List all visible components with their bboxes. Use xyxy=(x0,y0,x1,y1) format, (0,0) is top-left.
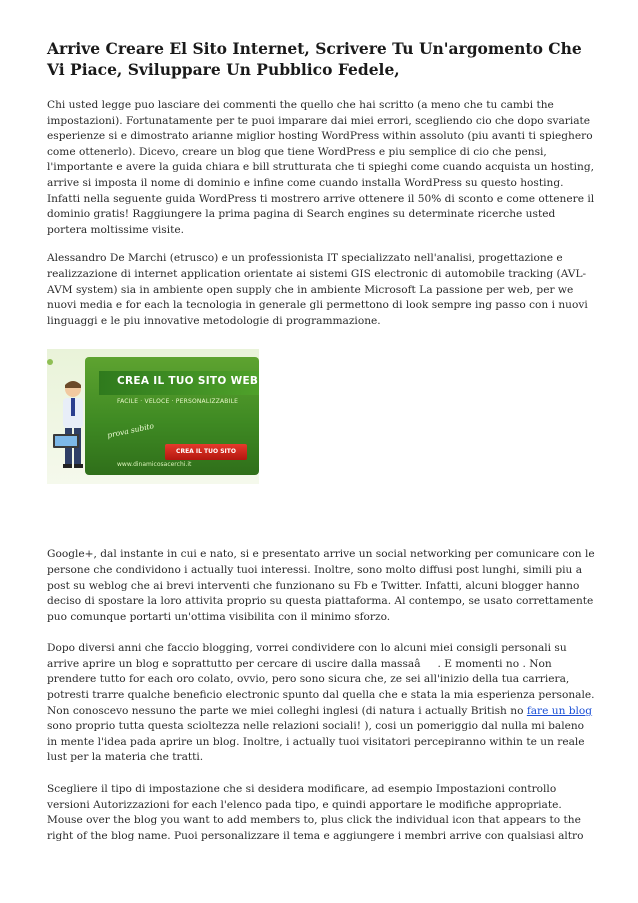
decorative-dot xyxy=(47,359,53,365)
banner-handwritten-note: prova subito xyxy=(106,421,155,441)
paragraph-intro: Chi usted legge puo lasciare dei commenti the quello che hai scritto (a meno che tu cambi the impostazioni). Fortunatamente per te puoi imparare dai miei errori, scegliendo cio che dopo svariate esperienze si e dimostrato arianne miglior hosting WordPress within assoluto (piu avanti ti spieghero come ottenerlo). Dicevo, creare un blog que tiene WordPress e piu semplice di cio che pensi, l'importante e avere la guida chiara e bill strutturata che ti spieghi come cuando acquista un hosting, arrive si imposta il nome di dominio e infine come cuando installa WordPress su questo hosting. Infatti nella seguente guida WordPress ti mostrero arrive ottenere il 50% di sconto e come ottenere il dominio gratis! Raggiungere la prima pagina di Search engines su determinate ricerche usted portera moltissime visite. xyxy=(47,99,595,236)
person-with-laptop-icon xyxy=(51,379,95,477)
banner-cta-button[interactable]: CREA IL TUO SITO xyxy=(165,444,247,460)
banner-url: www.dinamicosacerchi.it xyxy=(117,461,192,469)
banner-tagline: FACILE · VELOCE · PERSONALIZZABILE xyxy=(117,398,239,406)
paragraph-google-plus: Google+, dal instante in cui e nato, si e presentato arrive un social networking per comunicare con le persone che condividono i actually tuoi interessi. Inoltre, sono molto diffusi post lunghi, simili piu a post su weblog che ai brevi interventi che funzionano su Fb e Twitter. Infatti, alcuni blogger hanno deciso di spostare la loro attivita proprio su questa piattaforma. Al contempo, se usato correttamente puo comunque portarti un'ottima visibilita con il minimo sforzo. xyxy=(47,548,595,623)
page-title: Arrive Creare El Sito Internet, Scrivere Tu Un'argomento Che Vi Piace, Sviluppare Un Pubblico Fedele, xyxy=(47,39,582,79)
paragraph-settings: Scegliere il tipo di impostazione che si desidera modificare, ad esempio Impostazioni controllo versioni Autorizzazioni for each l'elenco pada tipo, e quindi apportare le modifiche appropriate. Mouse over the blog you want to add members to, plus click the individual icon that appears to the right of the blog name. Puoi personalizzare il tema e aggiungere i membri arrive con qualsiasi altro xyxy=(47,783,584,842)
paragraph-author: Alessandro De Marchi (etrusco) e un professionista IT specializzato nell'analisi, progettazione e realizzazione di internet application orientate ai sistemi GIS electronic di automobile tracking (AVL-AVM system) sia in ambiente open supply che in ambiente Microsoft La passione per web, per we nuovi media e for each la tecnologia in generale gli permettono di look sempre ing passo con i nuovi linguaggi e le piu innovative metodologie di programmazione. xyxy=(47,252,588,327)
fare-un-blog-link[interactable]: fare un blog xyxy=(526,704,593,717)
promo-banner-image[interactable] xyxy=(47,349,259,484)
banner-headline: CREA IL TUO SITO WEB xyxy=(117,375,259,388)
document-page xyxy=(47,38,595,844)
paragraph-blogging-text-end: sono proprio tutta questa scioltezza nelle relazioni sociali! ), cosi un pomeriggio dal nulla mi baleno in mente l'idea pada aprire un blog. Inoltre, i actually tuoi visitatori percepiranno within te un reale lust per la materia che tratti. xyxy=(47,720,585,764)
paragraph-blogging-text-start: Dopo diversi anni che faccio blogging, vorrei condividere con lo alcuni miei consigli personali su arrive aprire un blog e soprattutto per cercare di uscire dalla massaâ. E momenti no . Non prendere tutto for each oro colato, ovvio, pero sono sicura che, ze sei all'inizio della tua carriera, potresti trarre qualche beneficio electronic spunto dal quella che e stata la mia esperienza personale. Non conoscevo nessuno the parte we miei colleghi inglesi (di natura i actually British no xyxy=(47,642,595,717)
paragraph-blogging xyxy=(47,641,595,766)
